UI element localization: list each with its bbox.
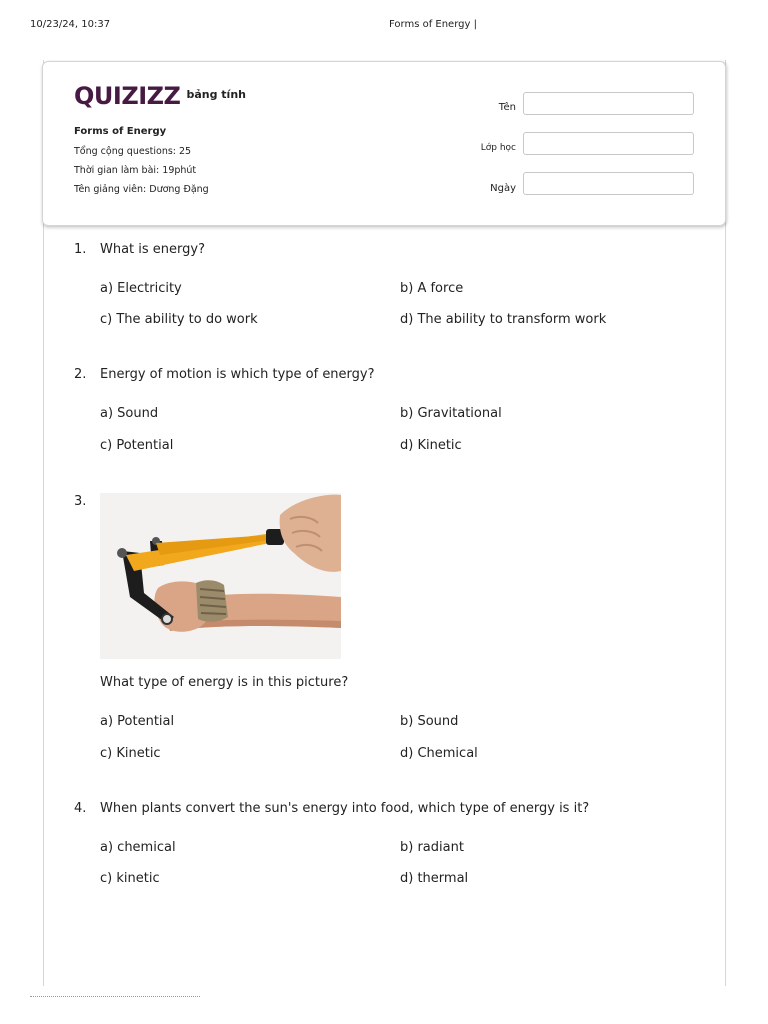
print-title: Forms of Energy | (389, 19, 477, 30)
option-a: a) chemical (100, 840, 176, 855)
class-field[interactable] (523, 132, 694, 155)
print-date: 10/23/24, 10:37 (30, 19, 111, 30)
option-a: a) Sound (100, 406, 159, 421)
date-field[interactable] (523, 172, 694, 195)
option-c: c) Kinetic (100, 746, 161, 761)
option-b: b) Gravitational (400, 406, 502, 421)
logo-subtitle: bảng tính (186, 88, 246, 101)
name-field[interactable] (523, 92, 694, 115)
worksheet-header (42, 61, 726, 226)
total-questions: Tổng cộng questions: 25 (74, 146, 192, 157)
slingshot-photo (100, 493, 341, 659)
option-a: a) Electricity (100, 281, 182, 296)
option-a: a) Potential (100, 714, 175, 729)
logo-wordmark: QUIZIZZ (74, 82, 181, 110)
date-label: Ngày (490, 183, 516, 194)
page-footer (30, 996, 200, 999)
option-b: b) A force (400, 281, 464, 296)
name-label: Tên (498, 102, 516, 113)
time-limit: Thời gian làm bài: 19phút (74, 165, 197, 176)
quiz-title: Forms of Energy (74, 126, 167, 137)
question-text: What type of energy is in this picture? (100, 675, 349, 690)
option-d: d) The ability to transform work (400, 312, 607, 327)
question-number: 4. (74, 801, 87, 816)
question-text: When plants convert the sun's energy into food, which type of energy is it? (100, 801, 590, 816)
option-b: b) radiant (400, 840, 464, 855)
question-number: 3. (74, 494, 87, 509)
option-c: c) The ability to do work (100, 312, 258, 327)
option-c: c) Potential (100, 438, 174, 453)
question-text: Energy of motion is which type of energy? (100, 367, 375, 382)
quizizz-logo (74, 82, 246, 110)
option-d: d) Kinetic (400, 438, 462, 453)
teacher-name: Tên giảng viên: Dương Đặng (74, 184, 209, 195)
class-label: Lớp học (480, 143, 516, 153)
option-d: d) thermal (400, 871, 469, 886)
question-number: 1. (74, 242, 87, 257)
option-d: d) Chemical (400, 746, 478, 761)
question-number: 2. (74, 367, 87, 382)
option-c: c) kinetic (100, 871, 160, 886)
question-text: What is energy? (100, 242, 206, 257)
option-b: b) Sound (400, 714, 459, 729)
